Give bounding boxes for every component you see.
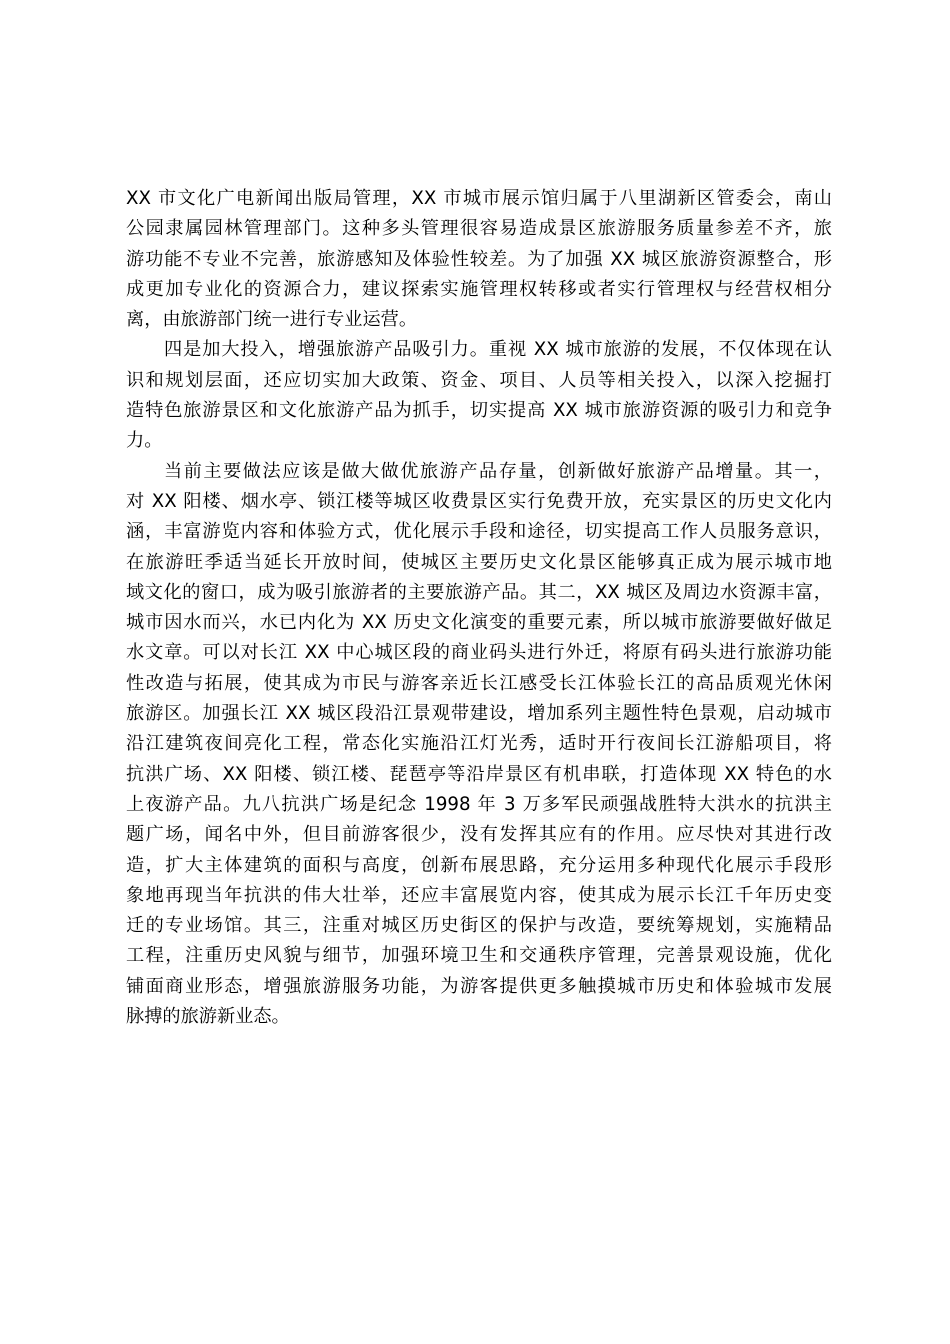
text-line: 游功能不专业不完善，旅游感知及体验性较差。为了加强 XX 城区旅游资源整合，形 [126,248,832,270]
paragraph-2 [126,335,832,456]
text-line: 题广场，闻名中外，但目前游客很少，没有发挥其应有的作用。应尽快对其进行改 [126,824,832,846]
text-line: 造特色旅游景区和文化旅游产品为抓手，切实提高 XX 城市旅游资源的吸引力和竞争 [126,400,832,422]
text-line: 铺面商业形态，增强旅游服务功能，为游客提供更多触摸城市历史和体验城市发展 [126,975,832,997]
text-line: 性改造与拓展，使其成为市民与游客亲近长江感受长江体验长江的高品质观光休闲 [126,672,832,694]
text-line: 水文章。可以对长江 XX 中心城区段的商业码头进行外迁，将原有码头进行旅游功能 [126,642,832,664]
text-line: 涵，丰富游览内容和体验方式，优化展示手段和途径，切实提高工作人员服务意识， [126,521,832,543]
text-line: 象地再现当年抗洪的伟大壮举，还应丰富展览内容，使其成为展示长江千年历史变 [126,884,832,906]
text-line: 脉搏的旅游新业态。 [126,1006,290,1028]
text-line: XX 市文化广电新闻出版局管理，XX 市城市展示馆归属于八里湖新区管委会，南山 [126,188,832,209]
text-line: 识和规划层面，还应切实加大政策、资金、项目、人员等相关投入，以深入挖掘打 [126,369,832,391]
text-line: 迁的专业场馆。其三，注重对城区历史街区的保护与改造，要统筹规划，实施精品 [126,915,832,937]
text-line: 成更加专业化的资源合力，建议探索实施管理权转移或者实行管理权与经营权相分 [126,278,832,300]
text-line: 旅游区。加强长江 XX 城区段沿江景观带建设，增加系列主题性特色景观，启动城市 [126,703,832,725]
text-line: 当前主要做法应该是做大做优旅游产品存量，创新做好旅游产品增量。其一， [164,460,832,482]
document-body [126,184,832,1032]
text-line: 离，由旅游部门统一进行专业运营。 [126,309,418,331]
text-line: 抗洪广场、XX 阳楼、锁江楼、琵琶亭等沿岸景区有机串联，打造体现 XX 特色的水 [126,763,832,785]
text-line: 造，扩大主体建筑的面积与高度，创新布展思路，充分运用多种现代化展示手段形 [126,854,832,876]
paragraph-1 [126,184,832,335]
text-line: 城市因水而兴，水已内化为 XX 历史文化演变的重要元素，所以城市旅游要做好做足 [126,612,832,634]
text-line: 域文化的窗口，成为吸引旅游者的主要旅游产品。其二，XX 城区及周边水资源丰富， [126,581,832,603]
text-line: 工程，注重历史风貌与细节，加强环境卫生和交通秩序管理，完善景观设施，优化 [126,945,832,967]
text-line: 对 XX 阳楼、烟水亭、锁江楼等城区收费景区实行免费开放，充实景区的历史文化内 [126,490,832,512]
text-line: 沿江建筑夜间亮化工程，常态化实施沿江灯光秀，适时开行夜间长江游船项目，将 [126,733,832,755]
text-line: 力。 [126,430,163,452]
text-line: 上夜游产品。九八抗洪广场是纪念 1998 年 3 万多军民顽强战胜特大洪水的抗洪主 [126,793,832,815]
text-line: 公园隶属园林管理部门。这种多头管理很容易造成景区旅游服务质量参差不齐，旅 [126,218,832,240]
text-line: 在旅游旺季适当延长开放时间，使城区主要历史文化景区能够真正成为展示城市地 [126,551,832,573]
paragraph-3 [126,457,832,1033]
text-line: 四是加大投入，增强旅游产品吸引力。重视 XX 城市旅游的发展，不仅体现在认 [164,339,832,361]
